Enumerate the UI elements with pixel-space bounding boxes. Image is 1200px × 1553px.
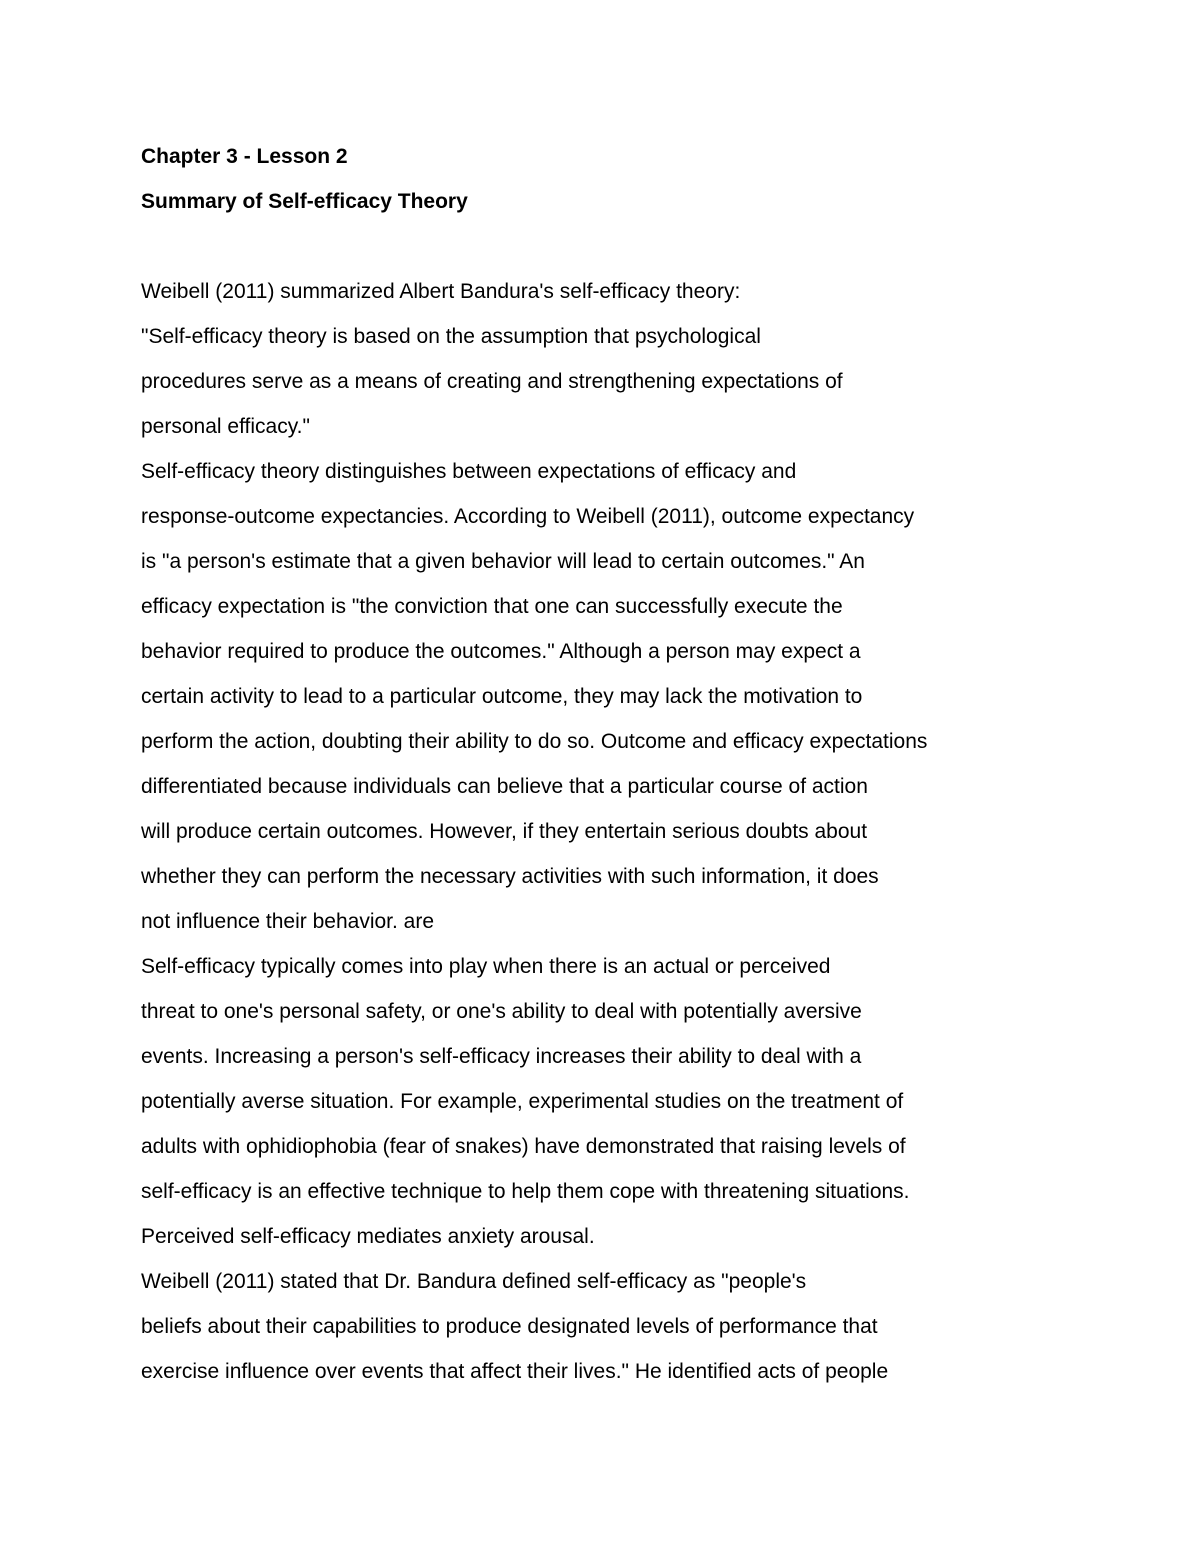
text-line: threat to one's personal safety, or one's ability to deal with potentially aversive bbox=[141, 1000, 862, 1023]
text-line: perform the action, doubting their ability to do so. Outcome and efficacy expectations bbox=[141, 730, 928, 753]
text-line: behavior required to produce the outcomes." Although a person may expect a bbox=[141, 640, 861, 663]
text-line: is "a person's estimate that a given behavior will lead to certain outcomes." An bbox=[141, 550, 865, 573]
body-text bbox=[141, 269, 1141, 1394]
text-line: personal efficacy." bbox=[141, 415, 310, 438]
text-line: Weibell (2011) summarized Albert Bandura's self-efficacy theory: bbox=[141, 280, 741, 303]
text-line: events. Increasing a person's self-efficacy increases their ability to deal with a bbox=[141, 1045, 862, 1068]
text-line: exercise influence over events that affect their lives." He identified acts of people bbox=[141, 1360, 889, 1383]
document-body bbox=[141, 134, 1141, 1394]
text-line: will produce certain outcomes. However, if they entertain serious doubts about bbox=[141, 820, 868, 843]
text-line: beliefs about their capabilities to produce designated levels of performance that bbox=[141, 1315, 878, 1338]
section-title: Summary of Self-efficacy Theory bbox=[141, 190, 468, 213]
text-line: "Self-efficacy theory is based on the assumption that psychological bbox=[141, 325, 761, 348]
blank-line bbox=[141, 224, 1141, 269]
text-line: potentially averse situation. For example, experimental studies on the treatment of bbox=[141, 1090, 904, 1113]
text-line: response-outcome expectancies. According to Weibell (2011), outcome expectancy bbox=[141, 505, 915, 528]
text-line: Perceived self-efficacy mediates anxiety arousal. bbox=[141, 1225, 595, 1248]
text-line: certain activity to lead to a particular outcome, they may lack the motivation to bbox=[141, 685, 863, 708]
text-line: procedures serve as a means of creating and strengthening expectations of bbox=[141, 370, 843, 393]
text-line: Weibell (2011) stated that Dr. Bandura defined self-efficacy as "people's bbox=[141, 1270, 807, 1293]
text-line: efficacy expectation is "the conviction that one can successfully execute the bbox=[141, 595, 843, 618]
text-line: Self-efficacy theory distinguishes between expectations of efficacy and bbox=[141, 460, 797, 483]
text-line: differentiated because individuals can believe that a particular course of action bbox=[141, 775, 868, 798]
chapter-title: Chapter 3 - Lesson 2 bbox=[141, 145, 348, 168]
text-line: adults with ophidiophobia (fear of snakes) have demonstrated that raising levels of bbox=[141, 1135, 906, 1158]
text-line: self-efficacy is an effective technique to help them cope with threatening situations. bbox=[141, 1180, 910, 1203]
text-line: Self-efficacy typically comes into play when there is an actual or perceived bbox=[141, 955, 831, 978]
text-line: not influence their behavior. are bbox=[141, 910, 435, 933]
text-line: whether they can perform the necessary activities with such information, it does bbox=[141, 865, 879, 888]
